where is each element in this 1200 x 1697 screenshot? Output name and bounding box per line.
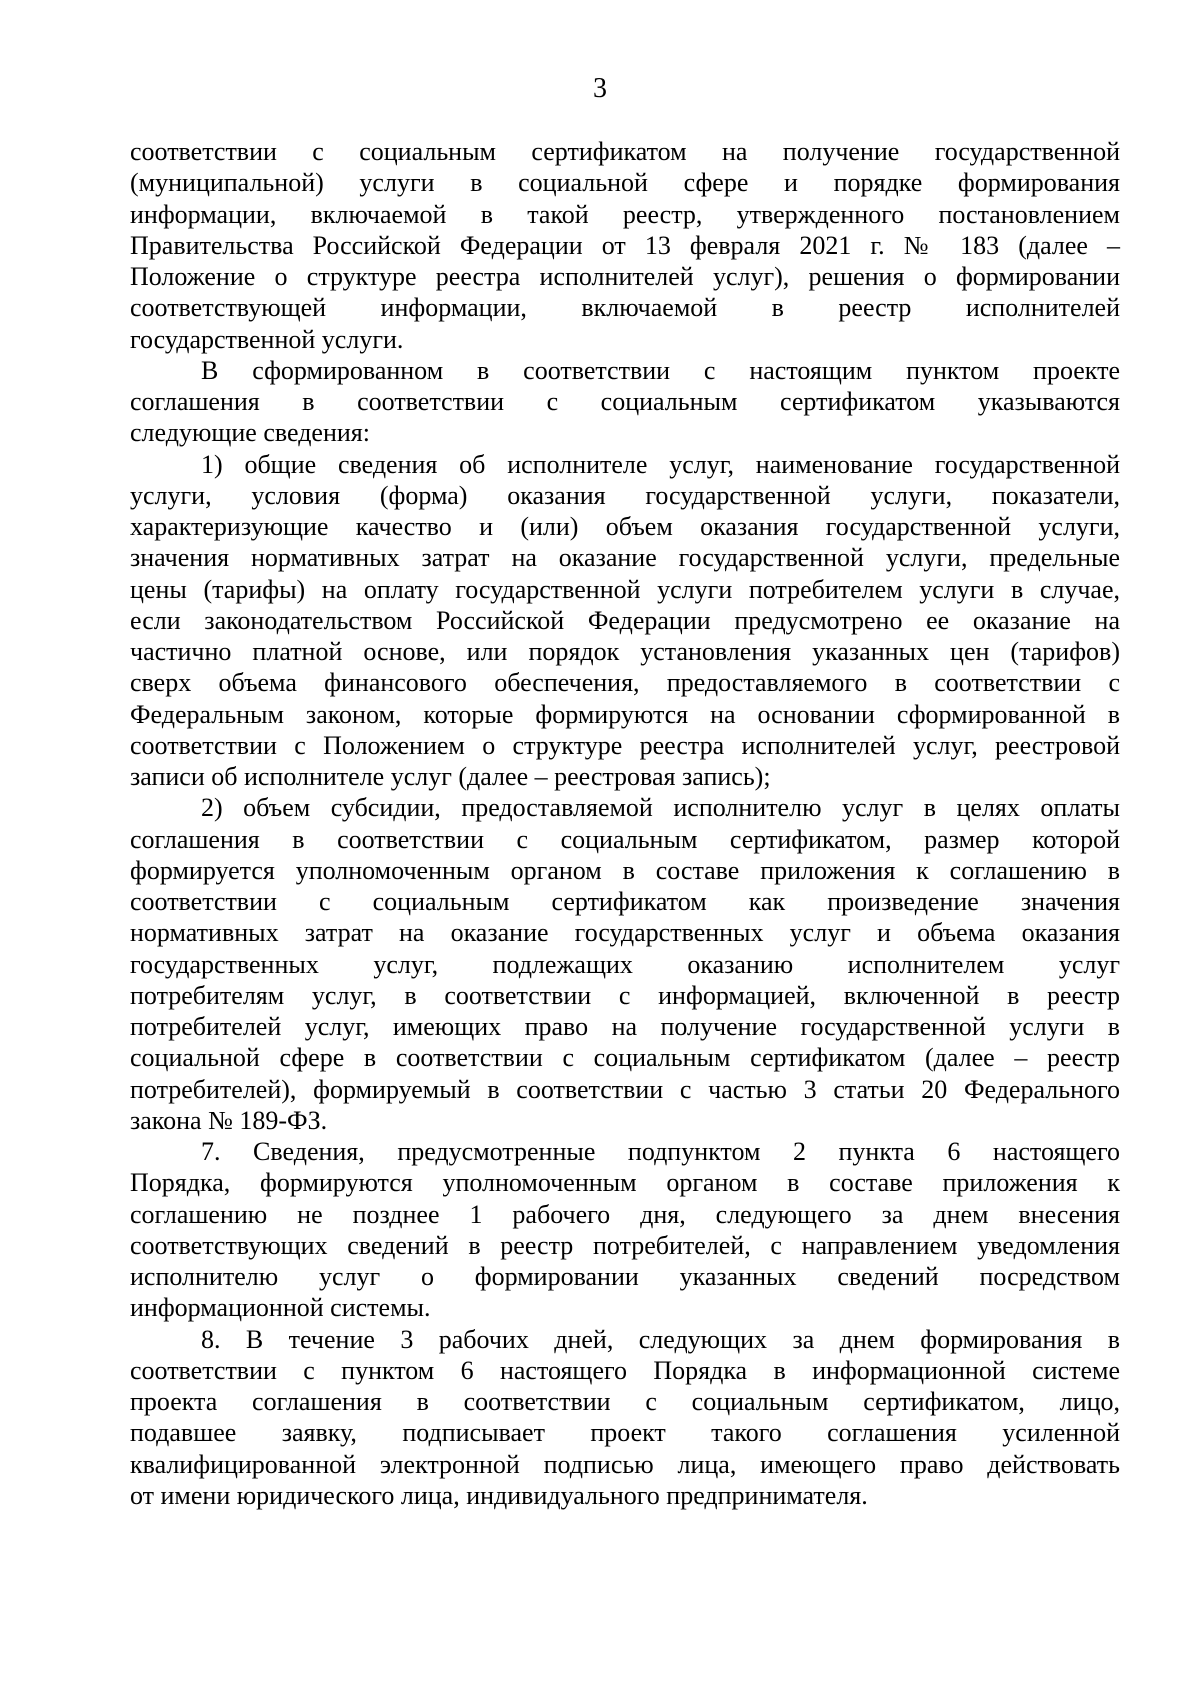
text-line: от имени юридического лица, индивидуального предпринимателя. — [130, 1480, 868, 1510]
text-line: подавшее заявку, подписывает проект такого соглашения усиленной — [130, 1418, 1120, 1448]
text-line: В сформированном в соответствии с настоящим пунктом проекте — [201, 355, 1120, 385]
text-line: проекта соглашения в соответствии с социальным сертификатом, лицо, — [130, 1387, 1120, 1416]
body-text — [130, 136, 1120, 1511]
text-line: социальной сфере в соответствии с социальным сертификатом (далее – реестр — [130, 1043, 1120, 1073]
text-line: записи об исполнителе услуг (далее – реестровая запись); — [130, 762, 771, 791]
text-line: Правительства Российской Федерации от 13 февраля 2021 г. № 183 (далее – — [130, 230, 1120, 260]
text-line: исполнителю услуг о формировании указанных сведений посредством — [130, 1262, 1120, 1291]
text-line: потребителей), формируемый в соответствии с частью 3 статьи 20 Федерального — [130, 1074, 1120, 1104]
text-line: 1) общие сведения об исполнителе услуг, наименование государственной — [201, 449, 1120, 479]
text-line: соответствии с Положением о структуре реестра исполнителей услуг, реестровой — [130, 730, 1120, 760]
text-line: соглашения в соответствии с социальным сертификатом, размер которой — [130, 824, 1120, 854]
text-line: государственных услуг, подлежащих оказанию исполнителем услуг — [130, 949, 1120, 979]
text-line: формируется уполномоченным органом в составе приложения к соглашению в — [130, 855, 1120, 885]
text-line: государственной услуги. — [130, 324, 404, 354]
text-line: 2) объем субсидии, предоставляемой исполнителю услуг в целях оплаты — [201, 793, 1120, 823]
text-line: Положение о структуре реестра исполнителей услуг), решения о формировании — [130, 262, 1120, 291]
text-line: информации, включаемой в такой реестр, утвержденного постановлением — [130, 199, 1120, 229]
text-line: 8. В течение 3 рабочих дней, следующих за днем формирования в — [201, 1324, 1120, 1354]
text-line: квалифицированной электронной подписью лица, имеющего право действовать — [130, 1449, 1120, 1479]
text-line: цены (тарифы) на оплату государственной услуги потребителем услуги в случае, — [130, 574, 1120, 604]
text-line: нормативных затрат на оказание государственных услуг и объема оказания — [130, 918, 1120, 948]
text-line: 7. Сведения, предусмотренные подпунктом 2 пункта 6 настоящего — [201, 1137, 1120, 1166]
text-line: Федеральным законом, которые формируются на основании сформированной в — [130, 699, 1120, 729]
text-line: следующие сведения: — [130, 418, 370, 448]
text-line: соответствии с социальным сертификатом на получение государственной — [130, 137, 1120, 166]
text-line: значения нормативных затрат на оказание государственной услуги, предельные — [130, 543, 1120, 573]
text-line: соответствующих сведений в реестр потребителей, с направлением уведомления — [130, 1230, 1120, 1260]
text-line: частично платной основе, или порядок установления указанных цен (тарифов) — [130, 637, 1120, 666]
text-line: услуги, условия (форма) оказания государственной услуги, показатели, — [130, 480, 1120, 510]
text-line: если законодательством Российской Федерации предусмотрено ее оказание на — [130, 605, 1120, 635]
text-line: (муниципальной) услуги в социальной сфере и порядке формирования — [130, 168, 1120, 198]
text-line: закона № 189-ФЗ. — [130, 1105, 328, 1135]
text-line: соответствии с пунктом 6 настоящего Порядка в информационной системе — [130, 1355, 1120, 1385]
page-number: 3 — [593, 73, 607, 104]
text-line: Порядка, формируются уполномоченным органом в составе приложения к — [130, 1168, 1120, 1198]
text-line: соответствии с социальным сертификатом как произведение значения — [130, 887, 1120, 916]
text-line: характеризующие качество и (или) объем оказания государственной услуги, — [130, 512, 1120, 541]
text-line: соглашения в соответствии с социальным сертификатом указываются — [130, 387, 1120, 416]
text-line: информационной системы. — [130, 1293, 431, 1323]
text-line: потребителей услуг, имеющих право на получение государственной услуги в — [130, 1012, 1120, 1041]
text-line: соответствующей информации, включаемой в реестр исполнителей — [130, 293, 1120, 323]
text-line: потребителям услуг, в соответствии с информацией, включенной в реестр — [130, 980, 1120, 1010]
text-line: соглашению не позднее 1 рабочего дня, следующего за днем внесения — [130, 1199, 1120, 1229]
text-line: сверх объема финансового обеспечения, предоставляемого в соответствии с — [130, 668, 1120, 698]
